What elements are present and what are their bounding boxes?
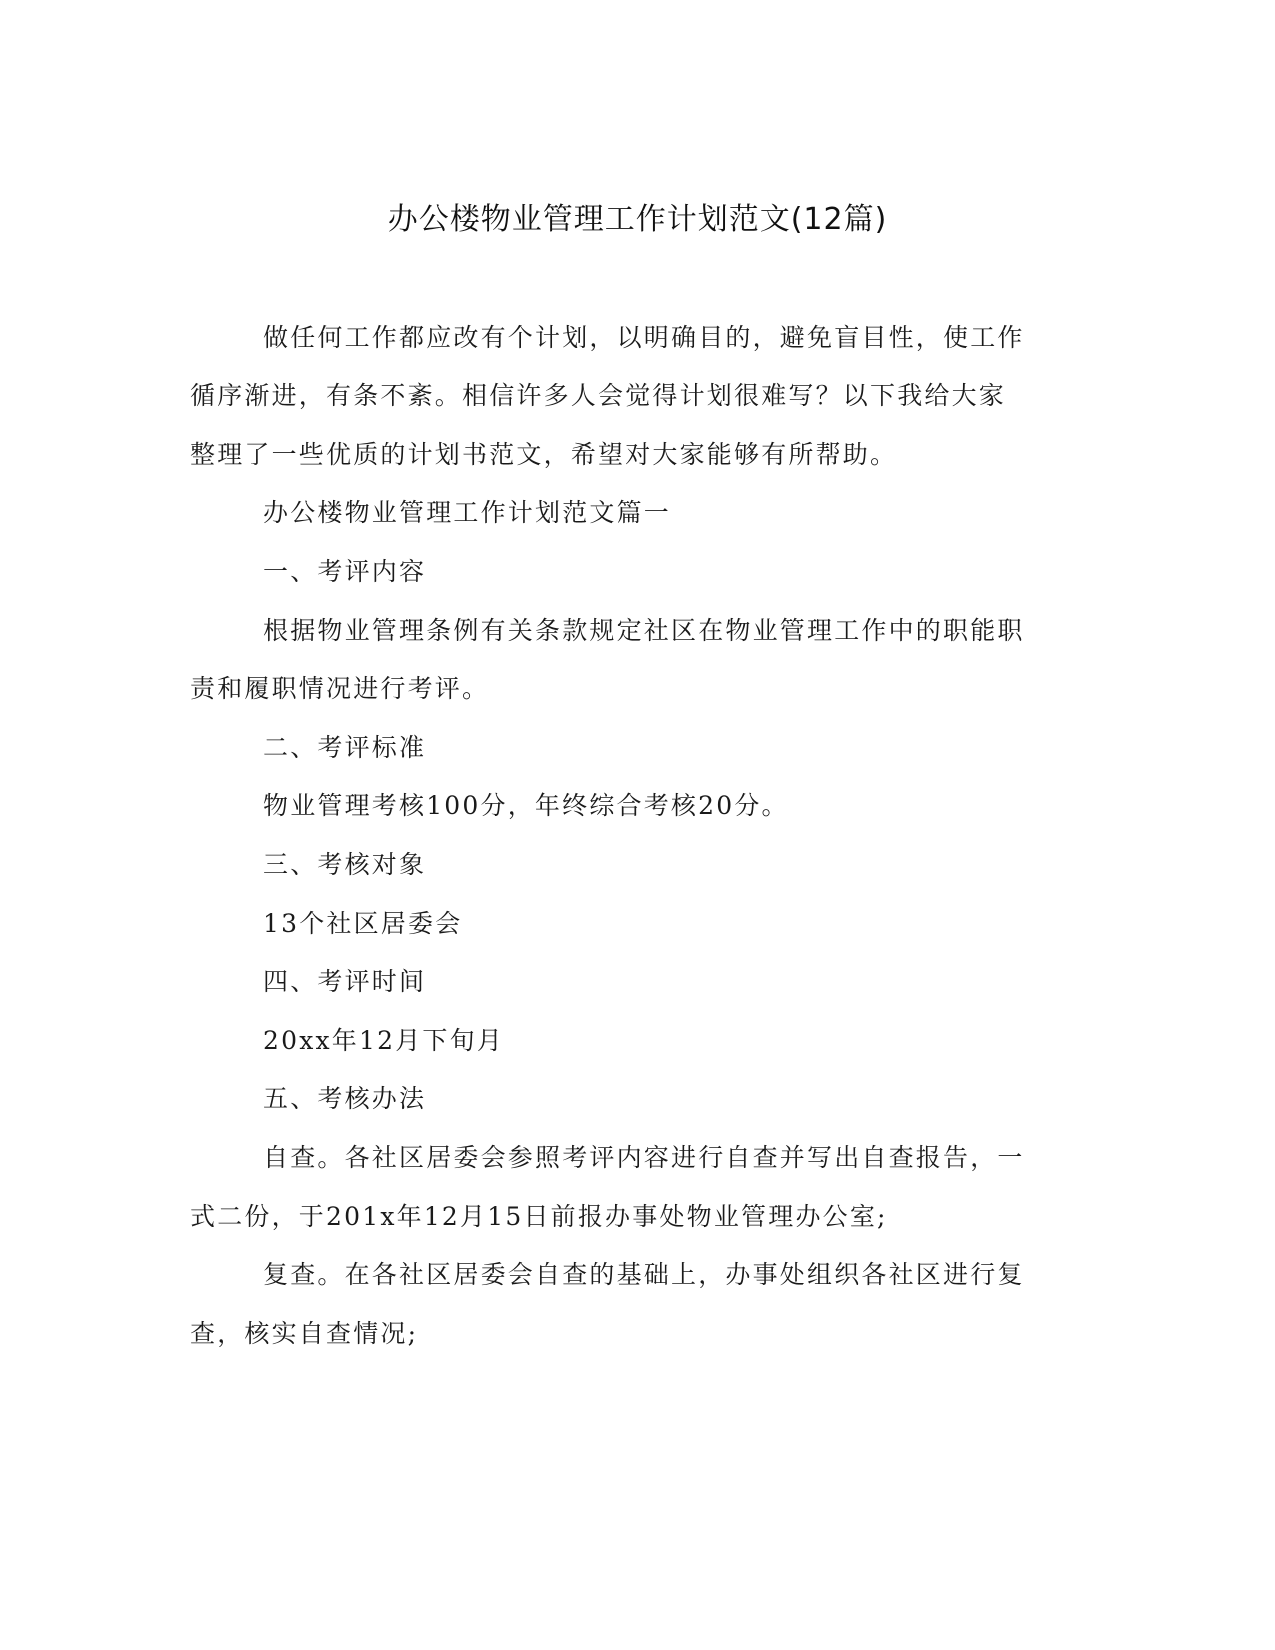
paragraph-content-line-2: 责和履职情况进行考评。	[190, 674, 490, 703]
section-heading-1: 办公楼物业管理工作计划范文篇一	[263, 498, 672, 527]
paragraph-content-line-1: 根据物业管理条例有关条款规定社区在物业管理工作中的职能职	[263, 616, 1025, 645]
paragraph-recheck-line-2: 查，核实自查情况;	[190, 1319, 419, 1348]
intro-line-2: 循序渐进，有条不紊。相信许多人会觉得计划很难写？以下我给大家	[190, 381, 1007, 410]
document-title: 办公楼物业管理工作计划范文(12篇)	[387, 202, 888, 237]
subheading-method: 五、考核办法	[263, 1084, 427, 1113]
paragraph-selfcheck-line-1: 自查。各社区居委会参照考评内容进行自查并写出自查报告，一	[263, 1143, 1025, 1172]
paragraph-target: 13个社区居委会	[263, 909, 463, 938]
paragraph-standard: 物业管理考核100分，年终综合考核20分。	[263, 791, 789, 820]
paragraph-time: 20xx年12月下旬月	[263, 1026, 505, 1055]
subheading-target: 三、考核对象	[263, 850, 427, 879]
paragraph-recheck-line-1: 复查。在各社区居委会自查的基础上，办事处组织各社区进行复	[263, 1260, 1025, 1289]
subheading-standard: 二、考评标准	[263, 733, 427, 762]
paragraph-selfcheck-line-2: 式二份，于201x年12月15日前报办事处物业管理办公室;	[190, 1202, 888, 1231]
subheading-time: 四、考评时间	[263, 967, 427, 996]
subheading-content: 一、考评内容	[263, 557, 427, 586]
intro-line-3: 整理了一些优质的计划书范文，希望对大家能够有所帮助。	[190, 440, 898, 469]
intro-line-1: 做任何工作都应改有个计划，以明确目的，避免盲目性，使工作	[263, 323, 1025, 352]
